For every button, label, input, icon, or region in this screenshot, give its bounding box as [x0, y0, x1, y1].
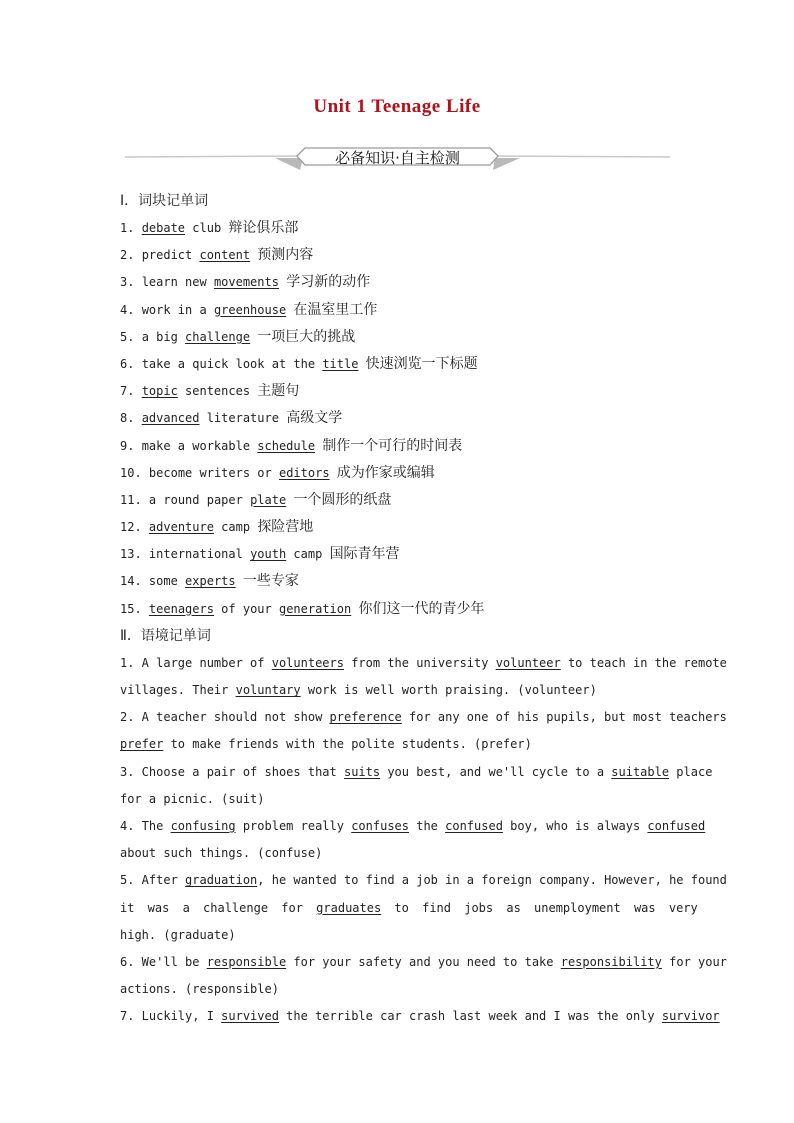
exercise-line: 1. A large number of volunteers from the university volunteer to teach in the remote [120, 655, 727, 670]
list-item: 3. learn new movements 学习新的动作 [120, 274, 371, 291]
exercise-line: for a picnic. (suit) [120, 791, 265, 806]
list-item: 6. take a quick look at the title 快速浏览一下标题 [120, 355, 478, 372]
section-banner [125, 144, 670, 172]
exercise-line: 4. The confusing problem really confuses the confused boy, who is always confused [120, 818, 706, 833]
answer: debate [141, 221, 186, 235]
list-item: 1. debate club 辩论俱乐部 [120, 220, 299, 236]
answer: advanced [141, 411, 200, 426]
context-exercises [120, 650, 727, 1031]
exercise-line: villages. Their voluntary work is well worth praising. (volunteer) [120, 683, 597, 697]
exercise-line: 5. After graduation, he wanted to find a job in a foreign company. However, he found [120, 873, 727, 888]
exercise-line: 6. We'll be responsible for your safety and you need to take responsibility for your [120, 954, 727, 969]
list-item: 9. make a workable schedule 制作一个可行的时间表 [120, 437, 463, 454]
answer: plate [250, 492, 287, 507]
answer: challenge [185, 329, 251, 344]
list-item: 11. a round paper plate 一个圆形的纸盘 [120, 491, 392, 508]
exercise-line: prefer to make friends with the polite students. (prefer) [120, 737, 532, 752]
answer: youth [250, 547, 287, 562]
exercise-line: it was a challenge for graduates to find jobs as unemployment was very [120, 900, 698, 915]
exercise-line: 3. Choose a pair of shoes that suits you best, and we'll cycle to a suitable place [120, 764, 713, 779]
exercise-line: 7. Luckily, I survived the terrible car crash last week and I was the only survivor [120, 1009, 720, 1024]
content [120, 188, 727, 1030]
answer: generation [278, 601, 352, 616]
list-item: 15. teenagers of your generation 你们这一代的青少年 [120, 600, 485, 617]
answer: title [322, 356, 359, 371]
answer: schedule [257, 438, 316, 453]
answer: editors [278, 465, 330, 480]
answer: greenhouse [213, 302, 287, 317]
section-heading-1: Ⅰ．词块记单词 [120, 193, 209, 209]
answer: adventure [148, 520, 214, 535]
list-item: 12. adventure camp 探险营地 [120, 519, 314, 536]
list-item: 4. work in a greenhouse 在温室里工作 [120, 301, 378, 318]
list-item: 7. topic sentences 主题句 [120, 383, 300, 400]
exercise-line: actions. (responsible) [120, 982, 279, 997]
list-item: 5. a big challenge 一项巨大的挑战 [120, 328, 356, 345]
list-item: 14. some experts 一些专家 [120, 573, 299, 590]
list-item: 8. advanced literature 高级文学 [120, 410, 343, 427]
exercise-line: 2. A teacher should not show preference for any one of his pupils, but most teachers [120, 710, 727, 725]
answer: experts [185, 574, 236, 589]
list-item: 13. international youth camp 国际青年营 [120, 546, 400, 563]
answer: teenagers [148, 601, 214, 616]
answer: content [199, 248, 251, 263]
exercise-line: about such things. (confuse) [120, 846, 323, 861]
list-item: 2. predict content 预测内容 [120, 247, 314, 264]
exercise-line: high. (graduate) [120, 927, 236, 942]
list-item: 10. become writers or editors 成为作家或编辑 [120, 464, 435, 481]
banner-text: 必备知识·自主检测 [335, 149, 460, 167]
answer: movements [213, 275, 279, 290]
vocab-list [120, 215, 676, 623]
section-heading-2: Ⅱ．语境记单词 [120, 627, 211, 644]
answer: topic [141, 384, 178, 399]
page-title: Unit 1 Teenage Life [313, 96, 481, 117]
